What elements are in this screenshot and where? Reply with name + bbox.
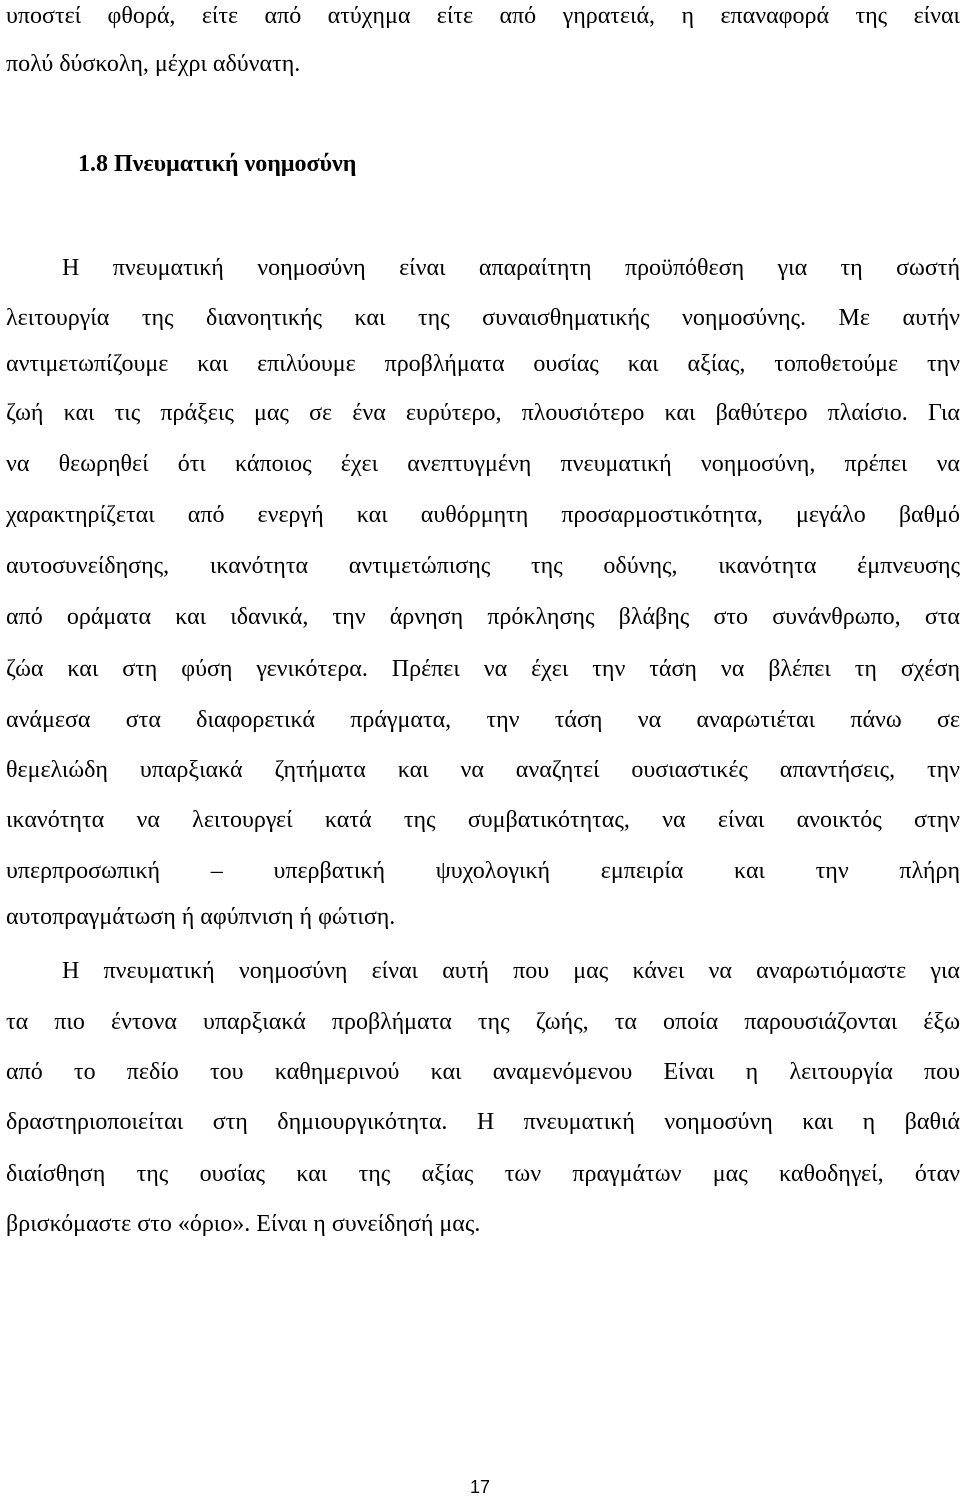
text-line: ζώα και στη φύση γενικότερα. Πρέπει να έχει την τάση να βλέπει τη σχέση [6, 656, 960, 682]
text-line: πολύ δύσκολη, μέχρι αδύνατη. [6, 51, 301, 77]
text-line: χαρακτηρίζεται από ενεργή και αυθόρμητη προσαρμοστικότητα, μεγάλο βαθμό [6, 502, 960, 528]
text-line: ανάμεσα στα διαφορετικά πράγματα, την τάση να αναρωτιέται πάνω σε [6, 707, 960, 733]
text-line: αυτοσυνείδησης, ικανότητα αντιμετώπισης της οδύνης, ικανότητα έμπνευσης [6, 553, 960, 579]
text-line: ζωή και τις πράξεις μας σε ένα ευρύτερο, πλουσιότερο και βαθύτερο πλαίσιο. Για [6, 400, 960, 426]
text-line: Η πνευματική νοημοσύνη είναι απαραίτητη προϋπόθεση για τη σωστή [62, 255, 960, 281]
text-line: από οράματα και ιδανικά, την άρνηση πρόκλησης βλάβης στο συνάνθρωπο, στα [6, 604, 960, 630]
text-line: διαίσθηση της ουσίας και της αξίας των πραγμάτων μας καθοδηγεί, όταν [6, 1161, 960, 1187]
text-line: από το πεδίο του καθημερινού και αναμενόμενου Είναι η λειτουργία που [6, 1059, 960, 1085]
text-line: υποστεί φθορά, είτε από ατύχημα είτε από γηρατειά, η επαναφορά της είναι [6, 3, 960, 29]
text-line: δραστηριοποιείται στη δημιουργικότητα. Η πνευματική νοημοσύνη και η βαθιά [6, 1109, 960, 1135]
text-line: αυτοπραγμάτωση ή αφύπνιση ή φώτιση. [6, 904, 396, 930]
section-heading: 1.8 Πνευματική νοημοσύνη [78, 151, 357, 177]
text-line: ικανότητα να λειτουργεί κατά της συμβατικότητας, να είναι ανοικτός στην [6, 807, 960, 833]
page-number: 17 [469, 1477, 491, 1497]
text-line: θεμελιώδη υπαρξιακά ζητήματα και να αναζητεί ουσιαστικές απαντήσεις, την [6, 757, 960, 783]
text-line: υπερπροσωπική – υπερβατική ψυχολογική εμπειρία και την πλήρη [6, 858, 960, 884]
text-line: λειτουργία της διανοητικής και της συναισθηματικής νοημοσύνης. Με αυτήν [6, 305, 960, 331]
text-line: να θεωρηθεί ότι κάποιος έχει ανεπτυγμένη πνευματική νοημοσύνη, πρέπει να [6, 451, 960, 477]
text-line: Η πνευματική νοημοσύνη είναι αυτή που μας κάνει να αναρωτιόμαστε για [62, 958, 960, 984]
text-line: βρισκόμαστε στο «όριο». Είναι η συνείδησή μας. [6, 1211, 481, 1237]
text-line: αντιμετωπίζουμε και επιλύουμε προβλήματα ουσίας και αξίας, τοποθετούμε την [6, 351, 960, 377]
text-line: τα πιο έντονα υπαρξιακά προβλήματα της ζωής, τα οποία παρουσιάζονται έξω [6, 1009, 960, 1035]
